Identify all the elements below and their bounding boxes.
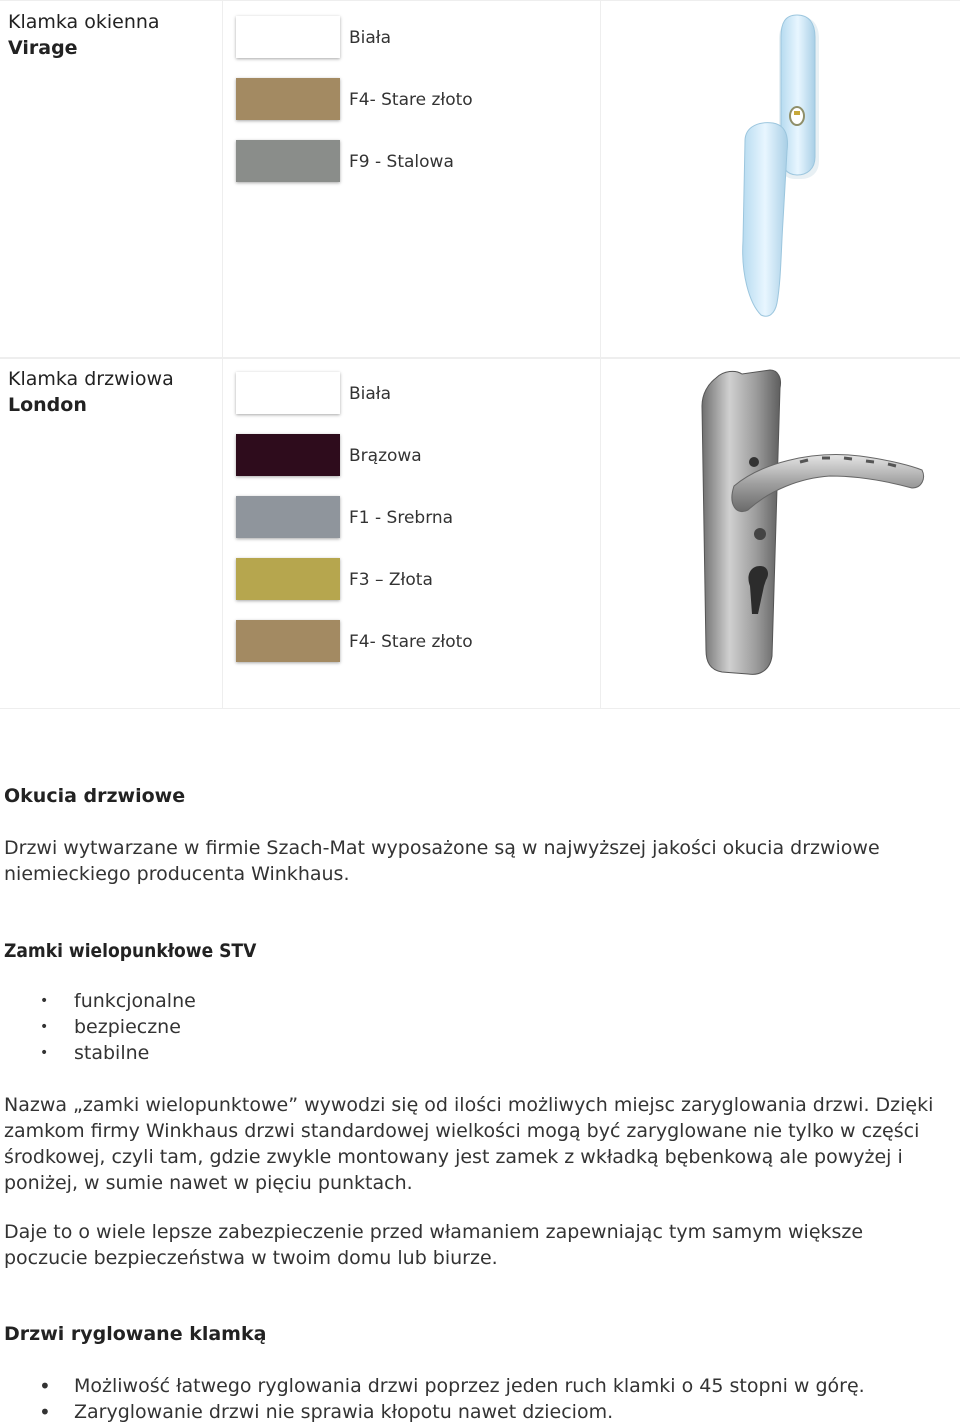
product-type: Klamka okienna: [8, 11, 160, 33]
color-swatch: [236, 620, 340, 662]
section-heading-okucia: Okucia drzwiowe: [4, 785, 186, 807]
color-option: [236, 434, 596, 478]
door-handle-image: [690, 366, 930, 678]
color-option: [236, 620, 596, 664]
list-item: • Możliwość łatwego ryglowania drzwi poprzez jeden ruch klamki o 45 stopni w górę.: [4, 1373, 944, 1399]
product-name: [8, 9, 160, 61]
color-swatch: [236, 434, 340, 476]
color-option: [236, 78, 596, 122]
color-label: F4- Stare złoto: [349, 632, 473, 652]
color-label: F4- Stare złoto: [349, 90, 473, 110]
color-swatch: [236, 558, 340, 600]
color-label: F1 - Srebrna: [349, 508, 454, 528]
okucia-paragraph: Drzwi wytwarzane w firmie Szach-Mat wyposażone są w najwyższej jakości okucia drzwiowe niemieckiego producenta Winkhaus.: [4, 837, 880, 885]
color-option: [236, 372, 596, 416]
color-label: Brązowa: [349, 446, 422, 466]
color-swatch: [236, 16, 340, 58]
color-swatch: [236, 372, 340, 414]
color-option: [236, 16, 596, 60]
product-name: [8, 366, 174, 418]
section-heading-ryglowane: Drzwi ryglowane klamką: [4, 1323, 267, 1345]
color-swatch: [236, 496, 340, 538]
column-divider: [600, 358, 601, 708]
product-row-london: [0, 357, 960, 709]
color-label: F9 - Stalowa: [349, 152, 454, 172]
product-model: London: [8, 394, 87, 416]
product-row-virage: [0, 0, 960, 359]
color-option: [236, 140, 596, 184]
list-item: • bezpieczne: [4, 1014, 944, 1040]
section-heading-zamki: Zamki wielopunkłowe STV: [4, 940, 257, 962]
column-divider: [222, 1, 223, 358]
zamki-bullet-list: [4, 988, 944, 1066]
color-label: F3 – Złota: [349, 570, 433, 590]
ryglowane-bullet-list: [4, 1373, 944, 1425]
window-handle-image: [715, 11, 835, 321]
color-option: [236, 496, 596, 540]
color-swatch: [236, 78, 340, 120]
zamki-paragraph-2: Daje to o wiele lepsze zabezpieczenie przed włamaniem zapewniając tym samym większe poczucie bezpieczeństwa w twoim domu lub biurze.: [4, 1221, 864, 1269]
product-type: Klamka drzwiowa: [8, 368, 174, 390]
product-model: Virage: [8, 37, 78, 59]
column-divider: [600, 1, 601, 358]
list-item: • funkcjonalne: [4, 988, 944, 1014]
column-divider: [222, 358, 223, 708]
color-label: Biała: [349, 384, 392, 404]
list-item: • stabilne: [4, 1040, 944, 1066]
color-option: [236, 558, 596, 602]
product-table: [0, 0, 960, 708]
color-swatch: [236, 140, 340, 182]
zamki-paragraph-1: Nazwa „zamki wielopunktowe” wywodzi się od ilości możliwych miejsc zaryglowania drzwi. Dzięki zamkom firmy Winkhaus drzwi standardowej wielkości mogą być zaryglowane nie tylko w części środkowej, czyli tam, gdzie zwykle montowany jest zamek z wkładką bębenkową ale powyżej i poniżej, w sumie nawet w pięciu punktach.: [4, 1094, 934, 1194]
color-label: Biała: [349, 28, 392, 48]
list-item: • Zaryglowanie drzwi nie sprawia kłopotu nawet dzieciom.: [4, 1399, 944, 1425]
